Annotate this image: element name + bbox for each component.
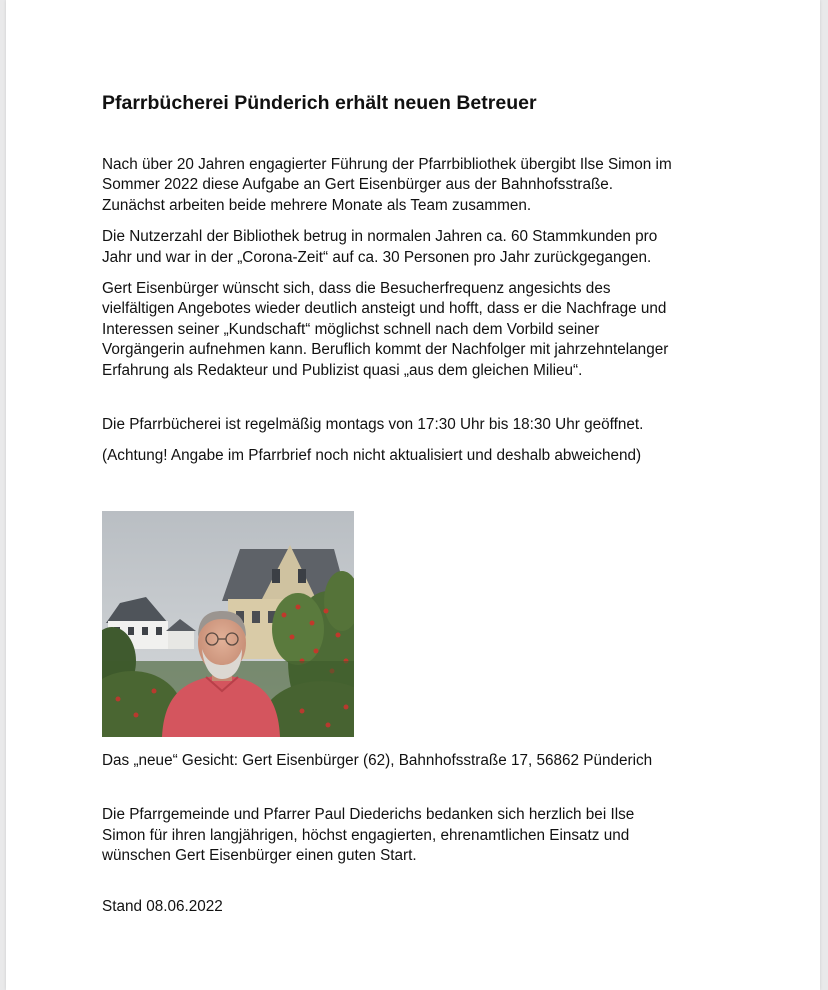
text-line: Erfahrung als Redakteur und Publizist quasi „aus dem gleichen Milieu“. [102,361,583,379]
text-line: Gert Eisenbürger wünscht sich, dass die Besucherfrequenz angesichts des [102,280,611,298]
text-line: Die Pfarrbücherei ist regelmäßig montags von 17:30 Uhr bis 18:30 Uhr geöffnet. [102,416,644,434]
text-line: Nach über 20 Jahren engagierter Führung der Pfarrbibliothek übergibt Ilse Simon im [102,156,672,173]
text-line: Interessen seiner „Kundschaft“ möglichst schnell nach dem Vorbild seiner [102,320,600,338]
document-title: Pfarrbücherei Pünderich erhält neuen Betreuer [102,92,537,114]
text-line: Sommer 2022 diese Aufgabe an Gert Eisenbürger aus der Bahnhofsstraße. [102,176,614,194]
paragraph-user-count [102,227,742,268]
document-date: Stand 08.06.2022 [102,897,223,915]
photo-caption: Das „neue“ Gesicht: Gert Eisenbürger (62), Bahnhofsstraße 17, 56862 Pünderich [102,751,653,769]
paragraph-thanks [102,805,742,866]
text-line: Vorgängerin aufnehmen kann. Beruflich kommt der Nachfolger mit jahrzehntelanger [102,341,669,359]
portrait-photo [102,511,354,737]
text-line: wünschen Gert Eisenbürger einen guten Start. [102,847,417,865]
text-line: Simon für ihren langjährigen, höchst engagierten, ehrenamtlichen Einsatz und [102,826,630,844]
text-line: (Achtung! Angabe im Pfarrbrief noch nicht aktualisiert und deshalb abweichend) [102,447,642,465]
text-line: Die Pfarrgemeinde und Pfarrer Paul Diederichs bedanken sich herzlich bei Ilse [102,806,635,824]
document-page [6,0,820,990]
paragraph-intro [102,155,742,216]
document-content [102,92,742,931]
text-line: Jahr und war in der „Corona-Zeit“ auf ca. 30 Personen pro Jahr zurückgegangen. [102,248,652,266]
paragraph-successor [102,279,742,381]
text-line: vielfältigen Angebotes wieder deutlich ansteigt und hofft, dass er die Nachfrage und [102,300,667,318]
paragraph-notice [102,446,742,466]
text-line: Zunächst arbeiten beide mehrere Monate als Team zusammen. [102,196,532,214]
paragraph-opening-hours [102,415,742,435]
text-line: Die Nutzerzahl der Bibliothek betrug in normalen Jahren ca. 60 Stammkunden pro [102,228,658,246]
